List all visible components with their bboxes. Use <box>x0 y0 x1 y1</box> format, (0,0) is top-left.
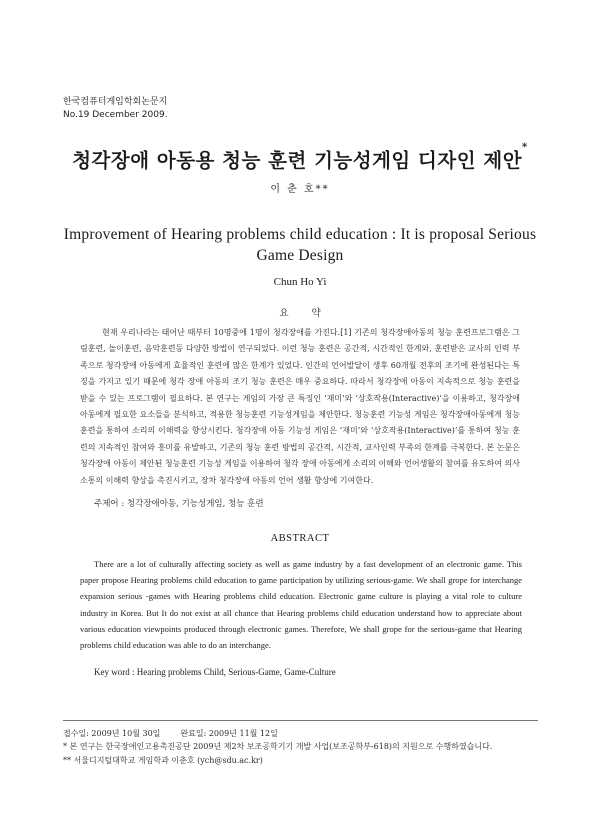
title-footnote-mark: * <box>522 142 528 153</box>
keywords-korean: 주제어 : 청각장애아동, 기능성게임, 청능 훈련 <box>94 499 264 509</box>
author-korean: 이 춘 호** <box>270 184 330 195</box>
footnote-divider <box>63 720 538 721</box>
accepted-date: 완료일: 2009년 11월 12일 <box>180 729 278 738</box>
title-english: Improvement of Hearing problems child education : It is proposal Serious Game Design <box>63 226 537 264</box>
footnotes <box>63 727 492 767</box>
journal-header <box>63 96 168 122</box>
received-date: 접수일: 2009년 10월 30일 <box>63 729 161 738</box>
abstract-korean-heading: 요 약 <box>279 308 331 319</box>
footnote-affiliation: ** 서울디지털대학교 게임학과 이춘호 (ych@sdu.ac.kr) <box>63 755 263 765</box>
footnote-funding: * 본 연구는 한국장애인고용촉진공단 2009년 제2차 보조공학기기 개발 사업(보조공학부-618)의 지원으로 수행하였습니다. <box>63 742 493 752</box>
author-english: Chun Ho Yi <box>273 276 327 288</box>
journal-name: 한국컴퓨터게임학회논문지 <box>63 97 168 107</box>
keywords-english: Key word : Hearing problems Child, Serious-Game, Game-Culture <box>94 667 336 677</box>
abstract-english-body: There are a lot of culturally affecting society as well as game industry by a fast development of an electronic game. This paper propose Hearing problems child education to game participation by utilizing serious-game. We shall grope for interchange expansion serious -games with Hearing problems child education. Electronic game culture is playing a vital role to culture industry in Korea. But It do not exist at all chance that Hearing problems child education understand how to appreciate about various education viewpoints produced through electronic games. Therefore, We shall grope for the serious-game that Hearing problems child education was able to do an interchange. <box>80 559 522 651</box>
journal-issue: No.19 December 2009. <box>63 110 168 120</box>
abstract-korean-body: 현재 우리나라는 태어난 때부터 10명중에 1명이 청각장애를 가진다.[1] 기존의 청각장애아동의 청능 훈련프로그램은 그림훈련, 놀이훈련, 음악훈련등 다양한 방법이 연구되었다. 이런 청능 훈련은 공간적, 시간적인 한계와, 훈련받은 교사의 인력 부족으로 청각장애 아동에게 효율적인 훈련에 많은 한계가 있었다. 인간의 언어발달이 생후 60개월 전후의 조기에 완성된다는 특징을 가지고 있기 때문에 청각 장애 아동의 조기 청능 훈련은 매우 중요하다. 따라서 청각장애 아동이 지속적으로 청능 훈련을 받을 수 있는 프로그램이 필요하다. 본 연구는 게임의 가장 큰 특징인 ‘재미’와 ‘상호작용(Interactive)’을 이용하고, 청각장애아동에게 필요한 요소들을 분석하고, 적용한 청능훈련 기능성게임을 제안한다. 청능훈련 기능성 게임은 청각장애아동에게 청능 훈련을 통하여 소리의 이해력을 향상시킨다. 청각장애 아동 기능성 게임은 ‘재미’와 ‘상호작용(Interactive)’를 통하여 청능 훈련의 지속적인 참여와 흥미를 유발하고, 기존의 청능 훈련 방법의 공간적, 시간적, 교사인력 부족의 한계를 극복한다. 본 논문은 청각장애 아동이 제안된 청능훈련 기능성 게임을 이용하여 청각 장애 아동에게 소리의 이해와 언어생활의 참여를 유도하여 의사소통의 이해력 향상을 촉진시키고, 장차 청각장애 아동의 언어 생활 향상에 기여한다. <box>80 328 520 485</box>
abstract-english-heading: ABSTRACT <box>270 533 330 544</box>
title-korean <box>0 142 600 173</box>
footnote-dates <box>63 727 492 740</box>
title-korean-text: 청각장애 아동용 청능 훈련 기능성게임 디자인 제안 <box>72 149 523 172</box>
